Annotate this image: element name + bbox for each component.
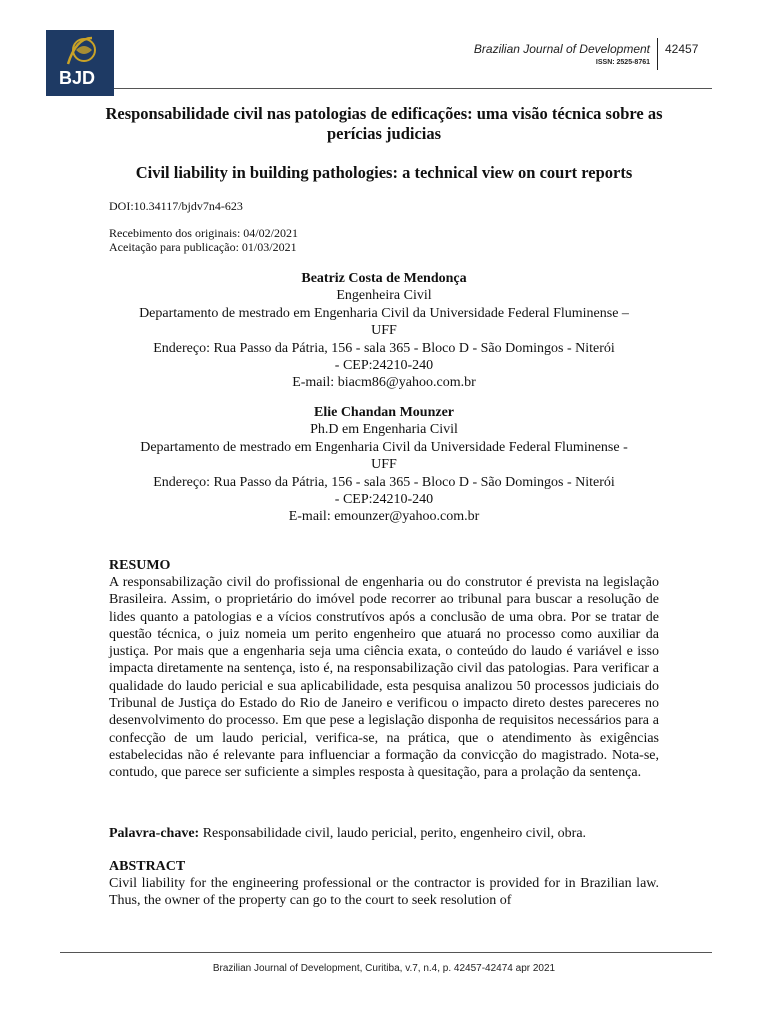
abstract-text: Civil liability for the engineering professional or the contractor is provided for in Brazilian law. Thus, the owner of the property can go to the court to seek resolution of (109, 876, 659, 909)
title-portuguese: Responsabilidade civil nas patologias de edificações: uma visão técnica sobre as perícias judicias (105, 104, 663, 143)
author-email: E-mail: emounzer@yahoo.com.br (288, 509, 480, 525)
header-divider (657, 38, 658, 70)
logo-graphic (46, 30, 114, 96)
journal-name: Brazilian Journal of Development (473, 42, 650, 56)
issn: ISSN: 2525-8761 (595, 59, 650, 66)
title-english: Civil liability in building pathologies: a technical view on court reports (135, 163, 633, 182)
accepted-date: Aceitação para publicação: 01/03/2021 (109, 240, 297, 254)
author-role: Engenheira Civil (336, 288, 432, 304)
page-number: 42457 (665, 42, 699, 56)
doi: DOI:10.34117/bjdv7n4-623 (109, 199, 243, 213)
author-department: Departamento de mestrado em Engenharia Civil da Universidade Federal Fluminense – (139, 305, 629, 321)
keywords-label: Palavra-chave: (109, 826, 200, 841)
author-address-cont: - CEP:24210-240 (334, 358, 434, 374)
journal-logo (46, 30, 114, 96)
received-date: Recebimento dos originais: 04/02/2021 (109, 226, 298, 240)
author-department-cont: UFF (371, 457, 397, 473)
author-address-cont: - CEP:24210-240 (334, 492, 434, 508)
author-address: Endereço: Rua Passo da Pátria, 156 - sala 365 - Bloco D - São Domingos - Niterói (153, 340, 615, 356)
author-name: Elie Chandan Mounzer (313, 405, 454, 420)
author-role: Ph.D em Engenharia Civil (310, 422, 458, 438)
resumo-text: A responsabilização civil do profissional de engenharia ou do construtor é prevista na legislação Brasileira. Assim, o proprietário do imóvel pode recorrer ao tribunal para buscar a resolução de lides quanto a patologias e a vícios construtívos após a conclusão de uma obra. Por se tratar de questão técnica, o juiz nomeia um perito engenheiro que atuará no processo como auxiliar da justiça. Por mais que a engenharia seja uma ciência exata, o conteúdo do laudo é variável e isso impacta diretamente na sentença, isto é, na responsabilização civil das patologias. Para verificar a qualidade do laudo pericial e sua aplicabilidade, esta pesquisa analizou 50 processos judiciais do Tribunal de Justiça do Estado do Rio de Janeiro e verificou o impacto direto destes pareceres no desenvolvimento do processo. Em que pese a legislação disponha de requisitos necessários para a confecção de um laudo pericial, verifica-se, na prática, que o atendimento às exigências estabelecidas não é relevante para influenciar a formação da convicção do magistrado. Nota-se, contudo, que parece ser suficiente a simples resposta à quesitação, para a prolação da sentença. (109, 575, 659, 781)
author-department-cont: UFF (371, 323, 397, 339)
keywords (109, 825, 659, 842)
keywords-text: Responsabilidade civil, laudo pericial, perito, engenheiro civil, obra. (199, 826, 587, 841)
author-department: Departamento de mestrado em Engenharia Civil da Universidade Federal Fluminense - (140, 439, 628, 455)
header-rule (114, 88, 712, 89)
author-block (100, 270, 668, 392)
author-block (100, 404, 668, 526)
author-name: Beatriz Costa de Mendonça (301, 271, 467, 286)
footer-citation: Brazilian Journal of Development, Curitiba, v.7, n.4, p. 42457-42474 apr 2021 (212, 963, 556, 974)
resumo-heading: RESUMO (109, 558, 171, 573)
author-address: Endereço: Rua Passo da Pátria, 156 - sala 365 - Bloco D - São Domingos - Niterói (153, 474, 615, 490)
logo-text: BJD (58, 68, 96, 88)
author-email: E-mail: biacm86@yahoo.com.br (292, 375, 476, 391)
footer-rule (60, 952, 712, 953)
abstract-heading: ABSTRACT (109, 859, 186, 874)
